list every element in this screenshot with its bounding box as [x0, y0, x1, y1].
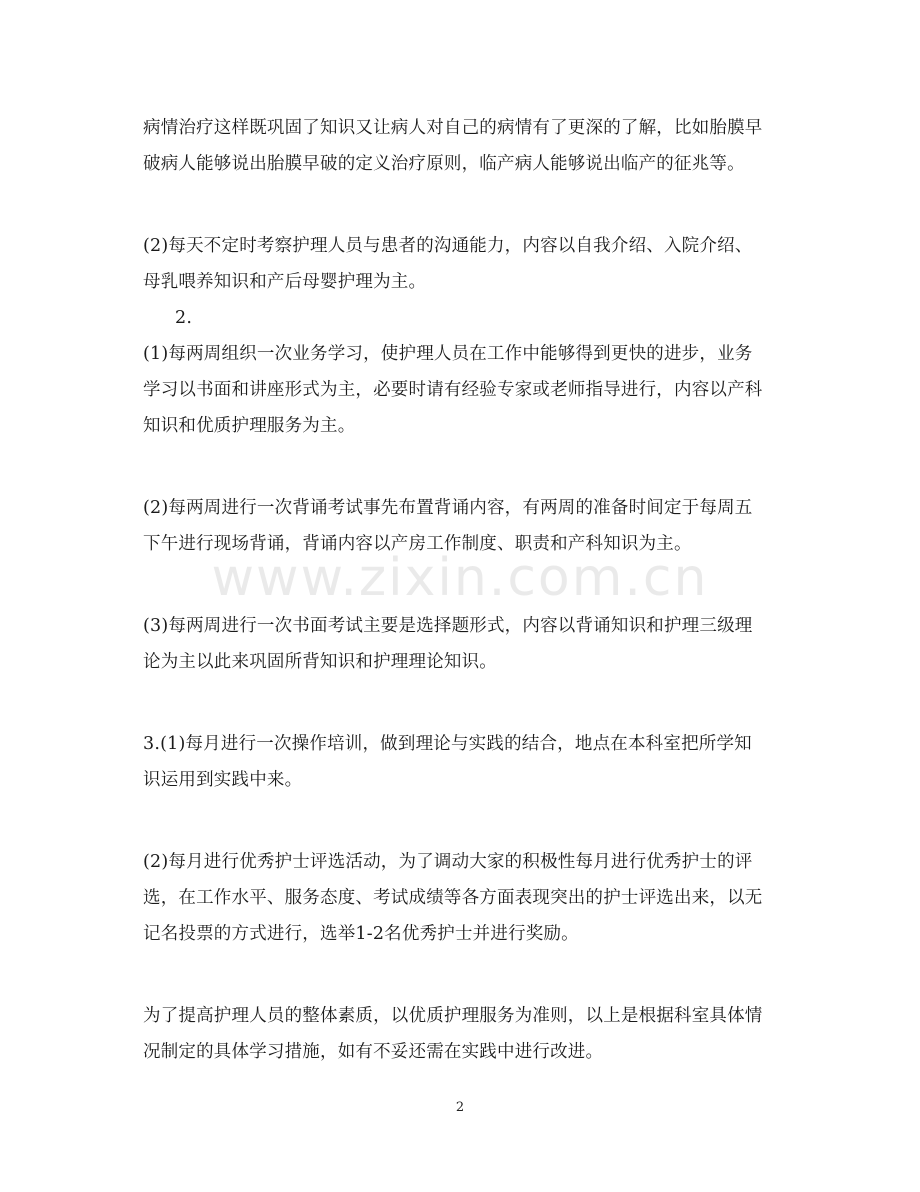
text-line: (3)每两周进行一次书面考试主要是选择题形式，内容以背诵知识和护理三级理: [143, 616, 753, 636]
text-line: (2)每月进行优秀护士评选活动，为了调动大家的积极性每月进行优秀护士的评: [143, 852, 753, 872]
text-line: 学习以书面和讲座形式为主，必要时请有经验专家或老师指导进行，内容以产科: [143, 380, 763, 400]
text-line: 下午进行现场背诵，背诵内容以产房工作制度、职责和产科知识为主。: [143, 534, 692, 554]
paragraph-7: [143, 726, 783, 798]
text-line: 破病人能够说出胎膜早破的定义治疗原则，临产病人能够说出临产的征兆等。: [143, 154, 745, 174]
document-body: [143, 110, 783, 1070]
text-line: 3.(1)每月进行一次操作培训，做到理论与实践的结合，地点在本科室把所学知: [143, 734, 752, 754]
text-line: 母乳喂养知识和产后母婴护理为主。: [143, 272, 427, 292]
page-number: 2: [455, 1100, 465, 1115]
paragraph-1: [143, 110, 783, 182]
text-line: 2.: [175, 308, 193, 328]
text-line: 选，在工作水平、服务态度、考试成绩等各方面表现突出的护士评选出来，以无: [143, 888, 763, 908]
text-line: 病情治疗这样既巩固了知识又让病人对自己的病情有了更深的了解，比如胎膜早: [143, 118, 763, 138]
text-line: (2)每天不定时考察护理人员与患者的沟通能力，内容以自我介绍、入院介绍、: [143, 236, 753, 256]
paragraph-6: [143, 608, 783, 680]
paragraph-8: [143, 844, 783, 952]
watermark: www.zixin.com.cn: [211, 548, 709, 608]
paragraph-5: [143, 490, 783, 562]
paragraph-4: [143, 336, 783, 444]
text-line: 论为主以此来巩固所背知识和护理理论知识。: [143, 652, 497, 672]
text-line: 识运用到实践中来。: [143, 770, 303, 790]
text-line: 况制定的具体学习措施，如有不妥还需在实践中进行改进。: [143, 1042, 604, 1062]
text-line: 知识和优质护理服务为主。: [143, 416, 356, 436]
paragraph-9: [143, 998, 783, 1070]
text-line: (1)每两周组织一次业务学习，使护理人员在工作中能够得到更快的进步，业务: [143, 344, 753, 364]
text-line: 为了提高护理人员的整体素质，以优质护理服务为准则，以上是根据科室具体情: [143, 1006, 763, 1026]
text-line: 记名投票的方式进行，选举1-2名优秀护士并进行奖励。: [143, 924, 579, 944]
text-line: (2)每两周进行一次背诵考试事先布置背诵内容，有两周的准备时间定于每周五: [143, 498, 753, 518]
section-number-2: [143, 300, 783, 336]
paragraph-2: [143, 228, 783, 300]
